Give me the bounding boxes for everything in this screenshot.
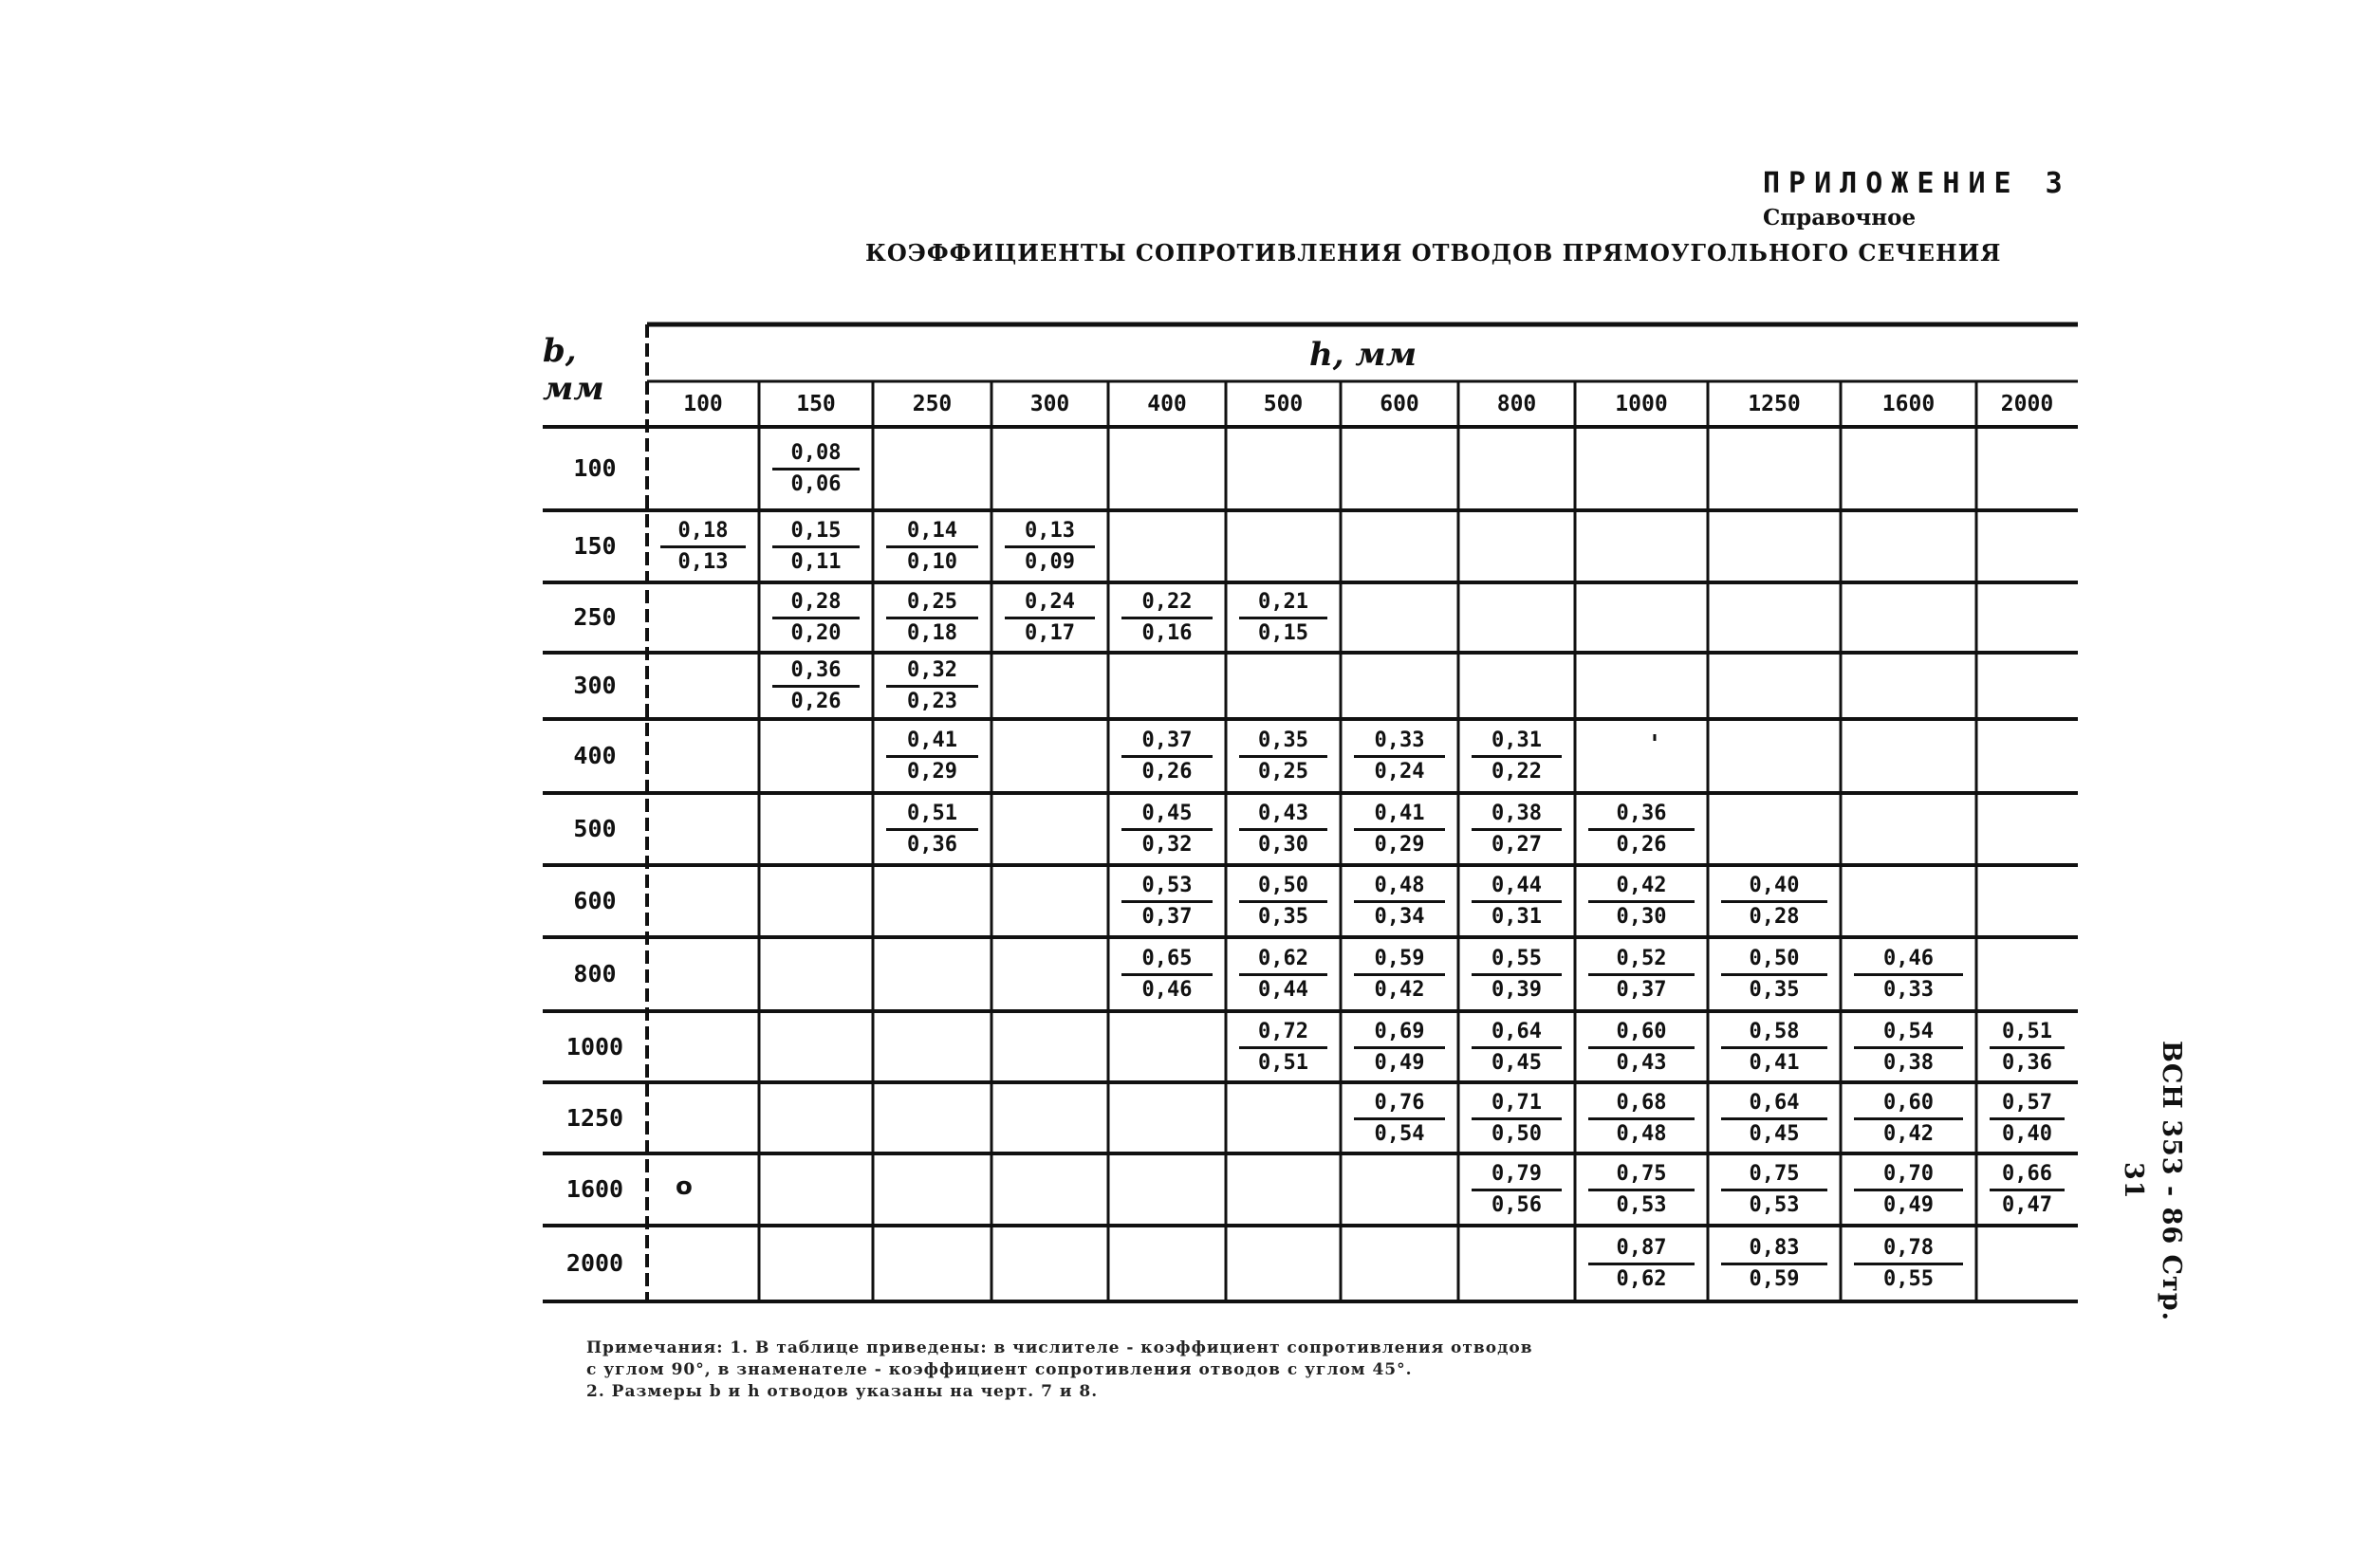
coefficient-cell — [1354, 1089, 1445, 1149]
coefficient-90-deg: 0,41 — [1354, 800, 1445, 831]
coefficient-90-deg: 0,21 — [1239, 588, 1327, 619]
coefficient-cell — [1472, 1089, 1562, 1149]
column-label: 800 — [1496, 392, 1537, 416]
coefficient-cell — [886, 656, 978, 716]
coefficient-90-deg: 0,70 — [1854, 1160, 1963, 1191]
coefficient-45-deg: 0,24 — [1374, 760, 1425, 784]
coefficient-cell — [886, 727, 978, 786]
coefficient-cell — [1239, 800, 1327, 859]
coefficient-cell — [1354, 1018, 1445, 1078]
coefficient-90-deg: 0,68 — [1588, 1089, 1695, 1120]
coefficient-45-deg: 0,30 — [1616, 905, 1667, 929]
document-title: КОЭФФИЦИЕНТЫ СОПРОТИВЛЕНИЯ ОТВОДОВ ПРЯМОУГОЛЬНОГО СЕЧЕНИЯ — [865, 239, 2002, 267]
coefficient-cell — [1121, 945, 1213, 1005]
coefficient-45-deg: 0,41 — [1749, 1050, 1800, 1075]
coefficient-45-deg: 0,26 — [790, 690, 842, 713]
column-label: 250 — [912, 392, 953, 416]
coefficient-45-deg: 0,51 — [1258, 1050, 1308, 1075]
coefficient-cell — [1239, 872, 1327, 932]
coefficient-cell — [1588, 1160, 1695, 1220]
coefficient-90-deg: 0,76 — [1354, 1089, 1445, 1120]
coefficient-90-deg: 0,62 — [1239, 945, 1327, 976]
coefficient-90-deg: 0,59 — [1354, 945, 1445, 976]
row-header-b: b, мм — [543, 332, 604, 408]
coefficient-45-deg: 0,30 — [1258, 833, 1308, 857]
reference-label: Справочное — [1763, 205, 1917, 231]
column-label: 300 — [1029, 392, 1070, 416]
row-label: 800 — [573, 960, 617, 987]
coefficient-45-deg: 0,49 — [1883, 1193, 1934, 1217]
row-label: 1600 — [565, 1175, 624, 1203]
coefficient-45-deg: 0,62 — [1616, 1267, 1667, 1291]
row-label: 100 — [573, 454, 617, 482]
appendix-label: ПРИЛОЖЕНИЕ 3 — [1763, 167, 2071, 200]
coefficient-45-deg: 0,45 — [1491, 1050, 1542, 1075]
coefficient-90-deg: 0,41 — [886, 727, 978, 758]
footnote-line: 2. Размеры b и h отводов указаны на черт. 7 и 8. — [586, 1382, 1099, 1401]
coefficient-cell — [1239, 945, 1327, 1005]
coefficient-45-deg: 0,46 — [1141, 978, 1193, 1002]
coefficient-45-deg: 0,26 — [1616, 833, 1667, 857]
coefficient-cell — [1854, 1234, 1963, 1294]
coefficient-45-deg: 0,32 — [1141, 833, 1193, 857]
coefficient-90-deg: 0,08 — [772, 439, 860, 470]
coefficient-90-deg: 0,71 — [1472, 1089, 1562, 1120]
coefficient-cell — [1005, 517, 1095, 577]
row-label: 150 — [573, 532, 617, 560]
coefficient-90-deg: 0,40 — [1721, 872, 1827, 903]
coefficient-45-deg: 0,35 — [1258, 905, 1308, 929]
coefficient-90-deg: 0,75 — [1588, 1160, 1695, 1191]
coefficient-cell — [1472, 1018, 1562, 1078]
coefficient-45-deg: 0,44 — [1258, 978, 1308, 1002]
coefficient-45-deg: 0,40 — [2002, 1121, 2052, 1146]
coefficient-45-deg: 0,34 — [1374, 905, 1425, 929]
column-label: 2000 — [2000, 392, 2054, 416]
coefficient-cell — [1990, 1089, 2065, 1149]
row-label: 400 — [573, 742, 617, 769]
coefficient-45-deg: 0,29 — [1374, 833, 1425, 857]
coefficient-90-deg: 0,65 — [1121, 945, 1213, 976]
coefficient-cell — [1990, 1160, 2065, 1220]
coefficient-cell — [1239, 1018, 1327, 1078]
footnote-line: с углом 90°, в знаменателе - коэффициент сопротивления отводов с углом 45°. — [586, 1360, 1413, 1379]
row-label: 600 — [573, 887, 617, 914]
coefficient-90-deg: 0,51 — [886, 800, 978, 831]
coefficient-cell — [1721, 1018, 1827, 1078]
coefficient-cell — [1239, 727, 1327, 786]
coefficient-90-deg: 0,53 — [1121, 872, 1213, 903]
coefficient-45-deg: 0,35 — [1749, 978, 1800, 1002]
coefficient-cell — [1588, 872, 1695, 932]
coefficient-90-deg: 0,36 — [772, 656, 860, 688]
coefficient-cell — [1588, 1018, 1695, 1078]
coefficient-45-deg: 0,42 — [1883, 1121, 1934, 1146]
coefficient-90-deg: 0,66 — [1990, 1160, 2065, 1191]
row-label: 250 — [573, 603, 617, 631]
coefficient-45-deg: 0,56 — [1491, 1193, 1542, 1217]
row-label: 2000 — [565, 1249, 624, 1277]
coefficient-45-deg: 0,42 — [1374, 978, 1425, 1002]
column-label: 1000 — [1615, 392, 1668, 416]
coefficient-cell — [1588, 1089, 1695, 1149]
footnote-line: Примечания: 1. В таблице приведены: в числителе - коэффициент сопротивления отводов — [586, 1338, 1533, 1357]
coefficient-90-deg: 0,45 — [1121, 800, 1213, 831]
coefficient-45-deg: 0,50 — [1491, 1121, 1542, 1146]
coefficient-45-deg: 0,43 — [1616, 1050, 1667, 1075]
coefficient-90-deg: 0,38 — [1472, 800, 1562, 831]
coefficient-90-deg: 0,44 — [1472, 872, 1562, 903]
coefficient-90-deg: 0,83 — [1721, 1234, 1827, 1265]
coefficient-90-deg: 0,48 — [1354, 872, 1445, 903]
coefficient-45-deg: 0,54 — [1374, 1121, 1425, 1146]
coefficient-45-deg: 0,22 — [1491, 760, 1542, 784]
coefficient-45-deg: 0,59 — [1749, 1267, 1800, 1291]
coefficient-90-deg: 0,31 — [1472, 727, 1562, 758]
coefficient-90-deg: 0,15 — [772, 517, 860, 548]
coefficient-90-deg: 0,69 — [1354, 1018, 1445, 1049]
coefficient-45-deg: 0,31 — [1491, 905, 1542, 929]
coefficient-45-deg: 0,29 — [907, 760, 957, 784]
coefficient-45-deg: 0,53 — [1616, 1193, 1667, 1217]
coefficient-90-deg: 0,18 — [660, 517, 746, 548]
footnotes — [586, 1337, 2029, 1403]
coefficient-cell — [1588, 945, 1695, 1005]
coefficient-cell — [1472, 800, 1562, 859]
coefficient-cell — [772, 439, 860, 499]
coefficient-45-deg: 0,36 — [2002, 1050, 2052, 1075]
coefficient-90-deg: 0,42 — [1588, 872, 1695, 903]
coefficient-cell — [1354, 945, 1445, 1005]
coefficient-cell — [1721, 1089, 1827, 1149]
coefficient-cell — [1239, 588, 1327, 648]
coefficient-45-deg: 0,47 — [2002, 1193, 2052, 1217]
coefficient-45-deg: 0,55 — [1883, 1267, 1934, 1291]
coefficient-45-deg: 0,37 — [1616, 978, 1667, 1002]
column-header-h: h, мм — [1309, 336, 1417, 374]
coefficient-cell — [1005, 588, 1095, 648]
coefficient-45-deg: 0,26 — [1141, 760, 1193, 784]
coefficient-45-deg: 0,16 — [1141, 621, 1193, 645]
coefficient-90-deg: 0,36 — [1588, 800, 1695, 831]
coefficient-45-deg: 0,28 — [1749, 905, 1800, 929]
coefficient-90-deg: 0,75 — [1721, 1160, 1827, 1191]
coefficient-cell — [1854, 945, 1963, 1005]
coefficient-cell — [1854, 1018, 1963, 1078]
coefficient-90-deg: 0,28 — [772, 588, 860, 619]
coefficient-90-deg: 0,60 — [1588, 1018, 1695, 1049]
coefficient-cell — [1121, 872, 1213, 932]
coefficient-45-deg: 0,33 — [1883, 978, 1934, 1002]
coefficient-90-deg: 0,46 — [1854, 945, 1963, 976]
coefficient-cell — [1588, 1234, 1695, 1294]
coefficient-90-deg: 0,55 — [1472, 945, 1562, 976]
coefficient-cell — [1121, 800, 1213, 859]
coefficient-90-deg: 0,14 — [886, 517, 978, 548]
coefficient-90-deg: 0,58 — [1721, 1018, 1827, 1049]
row-label: 1000 — [565, 1032, 624, 1061]
coefficient-45-deg: 0,48 — [1616, 1121, 1667, 1146]
coefficient-cell — [1854, 1160, 1963, 1220]
coefficient-90-deg: 0,50 — [1721, 945, 1827, 976]
coefficient-90-deg: 0,51 — [1990, 1018, 2065, 1049]
coefficient-cell — [1472, 727, 1562, 786]
column-label: 1600 — [1881, 392, 1936, 416]
coefficient-90-deg: 0,64 — [1721, 1089, 1827, 1120]
column-label: 100 — [683, 392, 723, 416]
coefficient-45-deg: 0,23 — [907, 690, 957, 713]
coefficient-cell — [1354, 800, 1445, 859]
coefficient-90-deg: 0,43 — [1239, 800, 1327, 831]
coefficient-90-deg: 0,79 — [1472, 1160, 1562, 1191]
coefficient-cell — [1721, 1234, 1827, 1294]
row-label: 500 — [573, 815, 617, 842]
coefficient-cell — [1990, 1018, 2065, 1078]
coefficient-45-deg: 0,15 — [1258, 621, 1308, 645]
coefficient-45-deg: 0,36 — [907, 833, 957, 857]
coefficient-cell — [1472, 945, 1562, 1005]
coefficient-cell — [1472, 1160, 1562, 1220]
coefficient-45-deg: 0,37 — [1141, 905, 1193, 929]
column-label: 400 — [1147, 392, 1187, 416]
coefficient-cell — [1854, 1089, 1963, 1149]
coefficient-cell — [1121, 588, 1213, 648]
coefficient-cell — [886, 800, 978, 859]
coefficient-45-deg: 0,45 — [1749, 1121, 1800, 1146]
coefficient-90-deg: 0,13 — [1005, 517, 1095, 548]
coefficient-45-deg: 0,10 — [907, 550, 957, 574]
coefficient-cell — [772, 656, 860, 716]
coefficient-45-deg: 0,27 — [1491, 833, 1542, 857]
column-label: 600 — [1380, 392, 1419, 416]
coefficient-90-deg: 0,25 — [886, 588, 978, 619]
stray-mark: o — [676, 1172, 693, 1201]
coefficient-90-deg: 0,54 — [1854, 1018, 1963, 1049]
coefficient-45-deg: 0,11 — [790, 550, 842, 574]
coefficient-cell — [660, 517, 746, 577]
coefficient-cell — [1121, 727, 1213, 786]
coefficient-cell — [772, 517, 860, 577]
coefficient-45-deg: 0,13 — [677, 550, 729, 574]
coefficient-90-deg: 0,72 — [1239, 1018, 1327, 1049]
coefficient-45-deg: 0,38 — [1883, 1050, 1934, 1075]
coefficient-45-deg: 0,39 — [1491, 978, 1542, 1002]
coefficient-cell — [772, 588, 860, 648]
coefficient-90-deg: 0,52 — [1588, 945, 1695, 976]
row-label: 300 — [573, 672, 617, 699]
coefficient-90-deg: 0,33 — [1354, 727, 1445, 758]
coefficient-90-deg: 0,24 — [1005, 588, 1095, 619]
coefficient-45-deg: 0,49 — [1374, 1050, 1425, 1075]
coefficient-90-deg: 0,64 — [1472, 1018, 1562, 1049]
coefficient-90-deg: 0,50 — [1239, 872, 1327, 903]
coefficient-90-deg: 0,37 — [1121, 727, 1213, 758]
coefficient-45-deg: 0,09 — [1025, 550, 1075, 574]
coefficient-cell — [1721, 945, 1827, 1005]
coefficient-45-deg: 0,18 — [907, 621, 957, 645]
stray-mark: ' — [1651, 730, 1658, 759]
coefficient-90-deg: 0,60 — [1854, 1089, 1963, 1120]
coefficient-cell — [1472, 872, 1562, 932]
coefficient-90-deg: 0,87 — [1588, 1234, 1695, 1265]
coefficient-cell — [886, 588, 978, 648]
coefficient-cell — [886, 517, 978, 577]
coefficient-90-deg: 0,57 — [1990, 1089, 2065, 1120]
column-label: 150 — [796, 392, 836, 416]
coefficient-90-deg: 0,78 — [1854, 1234, 1963, 1265]
coefficient-45-deg: 0,20 — [790, 621, 842, 645]
coefficient-45-deg: 0,17 — [1025, 621, 1075, 645]
row-label: 1250 — [565, 1103, 624, 1132]
coefficient-cell — [1721, 872, 1827, 932]
coefficient-cell — [1721, 1160, 1827, 1220]
column-label: 500 — [1263, 392, 1304, 416]
coefficient-90-deg: 0,22 — [1121, 588, 1213, 619]
coefficient-45-deg: 0,53 — [1749, 1193, 1800, 1217]
coefficient-45-deg: 0,06 — [790, 472, 842, 496]
coefficient-45-deg: 0,25 — [1258, 760, 1308, 784]
side-document-code: ВСН 353 - 86 Стр. 31 — [2119, 1040, 2186, 1322]
coefficient-90-deg: 0,32 — [886, 656, 978, 688]
coefficient-cell — [1354, 872, 1445, 932]
column-label: 1250 — [1748, 392, 1801, 416]
coefficient-cell — [1354, 727, 1445, 786]
coefficient-90-deg: 0,35 — [1239, 727, 1327, 758]
coefficient-cell — [1588, 800, 1695, 859]
